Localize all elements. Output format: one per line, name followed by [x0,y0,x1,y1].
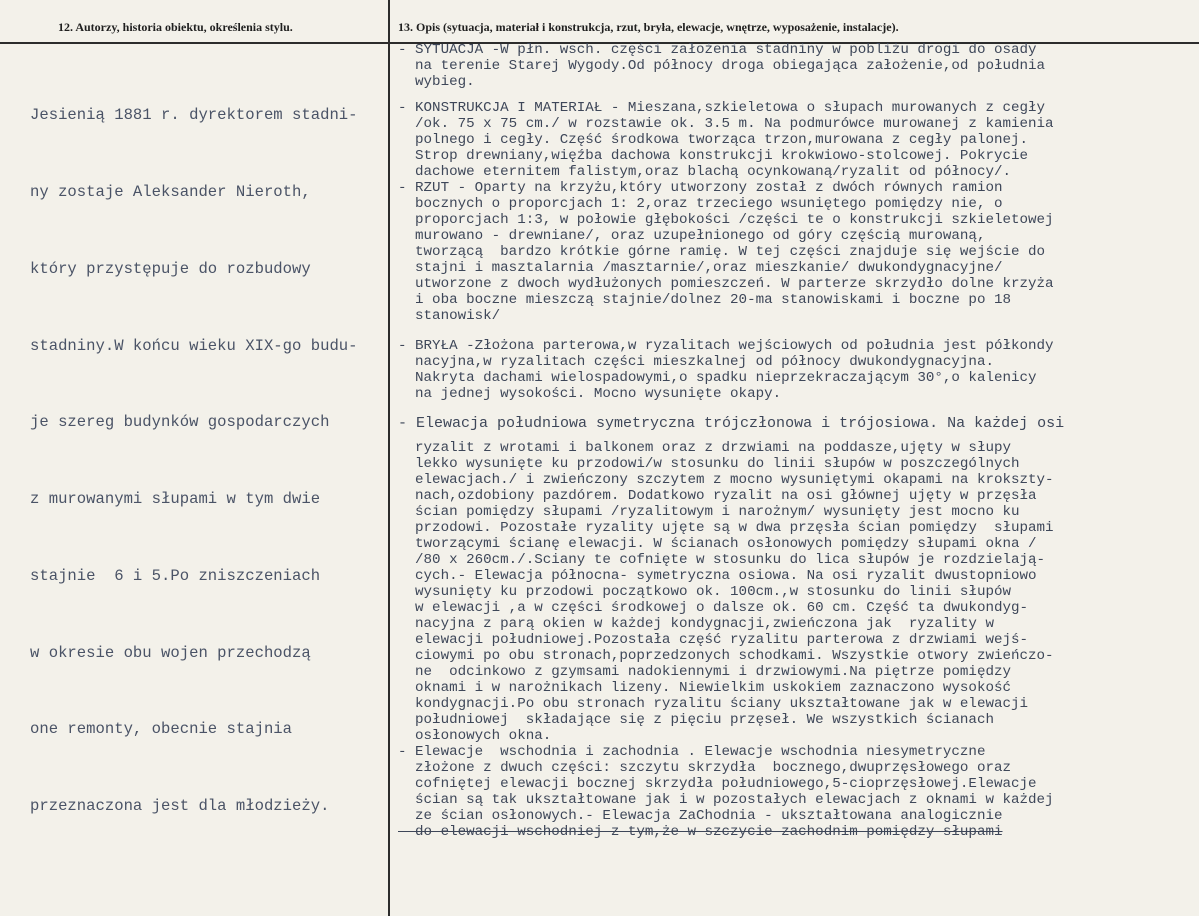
elewacja-line: ścian pomiędzy słupami /ryzalitowym i narożnym/ wysunięty jest mocno ku [398,504,1020,520]
elewacja-line: ciowymi po obu stronach,poprzedzonych schodkami. Wszystkie otwory zwieńczo- [398,648,1054,664]
elewacja-line: nach,ozdobiony pazdórem. Dodatkowo ryzalit na osi głównej ujęty w przęsła [398,488,1037,504]
rzut-line: stajni i masztalarnia /masztarnie/,oraz mieszkanie/ dwukondygnacyjne/ [398,260,1003,276]
elewacja-line: elewacjach./ i zwieńczony szczytem z mocno wysuniętymi okapami na krokszty- [398,472,1054,488]
rzut-line: i oba boczne mieszczą stajnie/dolnez 20-ma stanowiskami i boczne po 18 [398,292,1011,308]
history-line: z murowanymi słupami w tym dwie [30,490,321,509]
elewacja-line: południowej składające się z pięciu przęseł. We wszystkich ścianach [398,712,994,728]
history-line: w okresie obu wojen przechodzą [30,643,311,662]
elewacje-line: złożone z dwuch części: szczytu skrzydła bocznego,dwuprzęsłowego oraz [398,760,1011,776]
elewacje-line: - Elewacje wschodnia i zachodnia . Elewacje wschodnia niesymetryczne [398,744,986,760]
bryla-line: Nakryta dachami wielospadowymi,o spadku nieprzekraczającym 30°,o kalenicy [398,370,1037,386]
elewacja-line: cych.- Elewacja północna- symetryczna osiowa. Na osi ryzalit dwustopniowo [398,568,1037,584]
elewacja-line: w elewacji ,a w części środkowej o dalsze ok. 60 cm. Część ta dwukondyg- [398,600,1029,616]
history-line: Jesienią 1881 r. dyrektorem stadni- [30,106,358,125]
rzut-line: stanowisk/ [398,308,501,324]
left-column-text [30,52,382,871]
konstrukcja-line: - KONSTRUKCJA I MATERIAŁ - Mieszana,szkieletowa o słupach murowanych z cegły [398,100,1046,116]
elewacja-line: ne odcinkowo z gzymsami nadokiennymi i drzwiowymi.Na piętrze pomiędzy [398,664,1011,680]
history-line: je szereg budynków gospodarczych [30,413,330,432]
sytuacja-line: - SYTUACJA -W płn. wsch. części założenia stadniny w pobliżu drogi do osady [398,42,1037,58]
elewacja-line: tworzącymi ścianę elewacji. W ścianach osłonowych pomiędzy słupami okna / [398,536,1037,552]
elewacje-line: cofniętej elewacji bocznej skrzydła południowego,5-cioprzęsłowej.Elewacje [398,776,1037,792]
elewacja-poludniowa-heading: - Elewacja południowa symetryczna trójczłonowa i trójosiowa. Na każdej osi [398,416,1065,432]
rzut-line: tworzącą bardzo krótkie górne ramię. W tej części znajduje się wejście do [398,244,1046,260]
konstrukcja-section [398,100,1198,180]
konstrukcja-line: polnego i cegły. Część środkowa tworząca trzon,murowana z cegły palonej. [398,132,1029,148]
history-line: stadniny.W końcu wieku XIX-go budu- [30,336,358,355]
elewacja-line: przodowi. Pozostałe ryzality ujęte są w dwa przęsła ścian pomiędzy słupami [398,520,1054,536]
elewacje-line: do elewacji wschodniej z tym,że w szczycie zachodnim pomiędzy słupami [398,824,1003,840]
sytuacja-line: wybieg. [398,74,475,90]
elewacja-line: kondygnacji.Po obu stronach ryzalitu ściany ukształtowane jak w elewacji [398,696,1029,712]
rzut-section [398,180,1198,324]
rzut-line: - RZUT - Oparty na krzyżu,który utworzony został z dwóch równych ramion [398,180,1003,196]
elewacja-line: lekko wysunięte ku przodowi/w stosunku do linii słupów w poszczególnych [398,456,1020,472]
elewacja-line: elewacji południowej.Pozostała część ryzalitu parterowa z drzwiami wejś- [398,632,1029,648]
history-line: stajnie 6 i 5.Po zniszczeniach [30,566,321,585]
konstrukcja-line: Strop drewniany,więźba dachowa konstrukcji krokwiowo-stolcowej. Pokrycie [398,148,1029,164]
elewacja-line: osłonowych okna. [398,728,552,744]
sytuacja-section [398,42,1198,90]
elewacja-poludniowa-section [398,416,1198,744]
history-line: przeznaczona jest dla młodzieży. [30,797,330,816]
history-line: ny zostaje Aleksander Nieroth, [30,182,311,201]
konstrukcja-line: /ok. 75 x 75 cm./ w rozstawie ok. 3.5 m. Na podmurówce murowanej z kamienia [398,116,1054,132]
history-line: który przystępuje do rozbudowy [30,259,311,278]
elewacja-line: /80 x 260cm./.Sciany te cofnięte w stosunku do lica słupów je rozdzielają- [398,552,1046,568]
elewacja-line: wysunięty ku przodowi początkowo ok. 100cm.,w stosunku do linii słupów [398,584,1011,600]
elewacje-wsch-zach-section [398,744,1198,840]
sytuacja-line: na terenie Starej Wygody.Od północy droga obiegająca założenie,od południa [398,58,1046,74]
elewacje-line: ścian są tak ukształtowane jak i w pozostałych elewacjach z oknami w każdej [398,792,1054,808]
rzut-line: proporcjach 1:3, w połowie głębokości /części te o konstrukcji szkieletowej [398,212,1054,228]
elewacja-line: ryzalit z wrotami i balkonem oraz z drzwiami na poddasze,ujęty w słupy [398,440,1011,456]
rzut-line: utworzone z dwoch wydłużonych pomieszczeń. W parterze skrzydło dolne krzyża [398,276,1054,292]
column-divider [388,0,390,916]
rzut-line: bocznych o proporcjach 1: 2,oraz trzeciego wsuniętego pomiędzy nie, o [398,196,1003,212]
konstrukcja-line: dachowe eternitem falistym,oraz blachą ocynkowaną/ryzalit od północy/. [398,164,1011,180]
right-column-header: 13. Opis (sytuacja, materiał i konstrukcja, rzut, bryła, elewacje, wnętrze, wyposażenie, instalacje). [398,20,899,34]
right-column-text [398,42,1198,840]
bryla-line: nacyjna,w ryzalitach części mieszkalnej od północy dwukondygnacyjna. [398,354,994,370]
elewacja-line: oknami i w narożnikach lizeny. Niewielkim uskokiem zaznaczono wysokość [398,680,1011,696]
left-column-header: 12. Autorzy, historia obiektu, określenia stylu. [58,20,293,34]
bryla-line: na jednej wysokości. Mocno wysunięte okapy. [398,386,782,402]
history-line: one remonty, obecnie stajnia [30,720,293,739]
rzut-line: murowano - drewniane/, oraz uzupełnionego od góry częścią murowaną, [398,228,986,244]
bryla-section [398,338,1198,402]
elewacja-line: nacyjna z parą okien w każdej kondygnacji,zwieńczona jak ryzality w [398,616,994,632]
bryla-line: - BRYŁA -Złożona parterowa,w ryzalitach wejściowych od południa jest półkondy [398,338,1054,354]
elewacje-line: ze ścian osłonowych.- Elewacja ZaChodnia - ukształtowana analogicznie [398,808,1003,824]
